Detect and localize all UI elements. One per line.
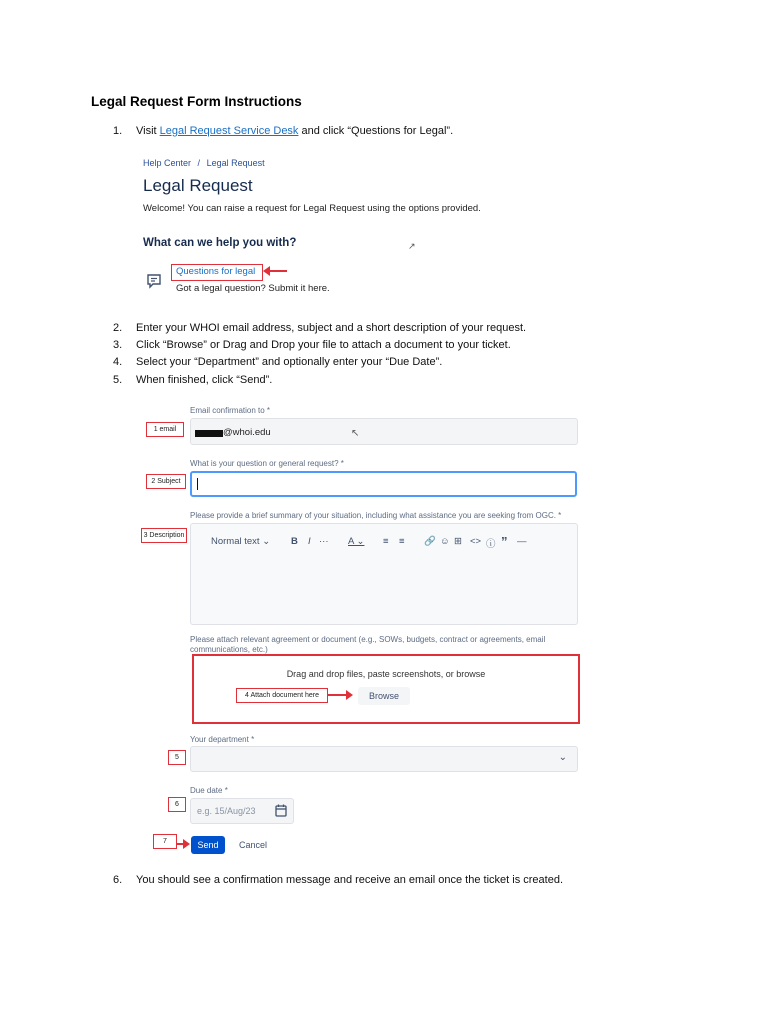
link-icon[interactable]: 🔗 (424, 536, 436, 547)
redacted-block (195, 430, 223, 437)
numbered-list-icon[interactable]: ≡ (399, 536, 405, 547)
step-text: Click “Browse” or Drag and Drop your file to attach a document to your ticket. (136, 339, 511, 351)
text-style-dropdown[interactable]: Normal text ⌄ (211, 536, 271, 547)
step-5 (113, 374, 673, 388)
calendar-icon[interactable] (275, 804, 287, 817)
step-text: Enter your WHOI email address, subject and a short description of your request. (136, 322, 527, 334)
subject-label: What is your question or general request? * (190, 459, 344, 468)
divider-icon[interactable]: — (517, 536, 527, 547)
email-value: @whoi.edu (223, 427, 271, 438)
breadcrumb-help-center[interactable]: Help Center (143, 158, 192, 168)
portal-title: Legal Request (143, 176, 253, 195)
cancel-button[interactable]: Cancel (239, 840, 268, 850)
info-icon[interactable]: ⓘ (486, 539, 496, 550)
callout-3: 3 Description (141, 528, 187, 543)
bold-icon[interactable]: B (291, 536, 298, 547)
breadcrumb-separator: / (197, 158, 201, 168)
help-heading: What can we help you with? (143, 237, 297, 249)
dropzone-text: Drag and drop files, paste screenshots, or browse (286, 669, 486, 679)
cursor-icon: ↗ (408, 241, 416, 251)
document-title: Legal Request Form Instructions (91, 94, 302, 109)
callout-6: 6 (168, 797, 186, 812)
red-arrow-icon (327, 694, 347, 696)
step-text: You should see a confirmation message and receive an email once the ticket is created. (136, 874, 564, 886)
portal-welcome: Welcome! You can raise a request for Legal Request using the options provided. (143, 203, 481, 214)
step-number: 2. (113, 322, 123, 334)
browse-button[interactable]: Browse (358, 687, 410, 705)
option-description: Got a legal question? Submit it here. (176, 283, 330, 294)
request-type-icon (146, 273, 162, 289)
step-number: 3. (113, 339, 123, 351)
step-1 (113, 125, 673, 139)
red-arrow-icon (269, 270, 287, 272)
callout-4: 4 Attach document here (236, 688, 328, 703)
step-number: 6. (113, 874, 123, 886)
department-label: Your department * (190, 735, 255, 744)
step-6 (113, 874, 673, 888)
due-date-placeholder: e.g. 15/Aug/23 (197, 806, 256, 816)
questions-for-legal-link[interactable]: Questions for legal (176, 266, 256, 277)
service-desk-link[interactable]: Legal Request Service Desk (159, 125, 299, 137)
due-date-input[interactable] (190, 798, 294, 824)
code-icon[interactable]: <> (470, 536, 482, 547)
due-date-label: Due date * (190, 786, 228, 795)
step-number: 4. (113, 356, 123, 368)
cursor-icon: ↖ (351, 428, 360, 439)
text-caret (197, 478, 198, 490)
table-icon[interactable]: ⊞ (454, 536, 462, 547)
step-text: When finished, click “Send”. (136, 374, 273, 386)
callout-1: 1 email (146, 422, 184, 437)
callout-5: 5 (168, 750, 186, 765)
italic-icon[interactable]: I (308, 536, 311, 547)
send-button[interactable]: Send (191, 836, 225, 854)
text-style-label: Normal text (211, 536, 260, 547)
breadcrumb-legal-request[interactable]: Legal Request (206, 158, 265, 168)
attachment-dropzone[interactable] (192, 654, 580, 724)
attach-label-line-1: Please attach relevant agreement or document (e.g., SOWs, budgets, contract or agreements, email (190, 635, 546, 644)
email-field[interactable] (190, 418, 578, 445)
step-3 (113, 339, 673, 353)
attach-label-line-2: communications, etc.) (190, 645, 268, 654)
step-text: and click “Questions for Legal”. (298, 125, 454, 137)
description-label: Please provide a brief summary of your situation, including what assistance you are seeking from OGC. * (190, 511, 562, 520)
chevron-down-icon: ⌄ (558, 752, 567, 763)
department-select[interactable] (190, 746, 578, 772)
red-arrow-icon (176, 843, 184, 845)
callout-7: 7 (153, 834, 177, 849)
form-screenshot (140, 402, 585, 862)
email-label: Email confirmation to * (190, 406, 271, 415)
quote-icon[interactable]: ” (501, 534, 508, 549)
bullet-list-icon[interactable]: ≡ (383, 536, 389, 547)
step-text: Select your “Department” and optionally enter your “Due Date”. (136, 356, 443, 368)
text-color-icon[interactable]: A ⌄ (348, 536, 365, 547)
portal-screenshot (143, 158, 543, 298)
step-text: Visit (136, 125, 160, 137)
step-2 (113, 322, 673, 336)
subject-input[interactable] (190, 471, 577, 497)
callout-2: 2 Subject (146, 474, 186, 489)
emoji-icon[interactable]: ☺ (440, 536, 450, 547)
more-formatting-icon[interactable]: ··· (319, 536, 329, 547)
step-4 (113, 356, 673, 370)
step-number: 5. (113, 374, 123, 386)
step-number: 1. (113, 125, 123, 137)
description-editor[interactable] (190, 523, 578, 625)
